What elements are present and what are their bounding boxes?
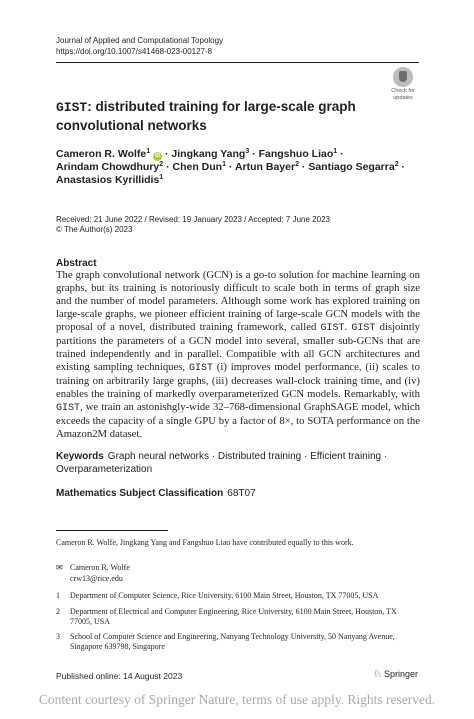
publisher-name: Springer	[383, 669, 418, 679]
abstract-body: The graph convolutional network (GCN) is a go-to solution for machine learning on graphs, but its training is notoriously difficult to scale both in terms of graph size and the number of model parameters. Although some work has explored training on large-scale graphs, we pioneer efficient training of large-scale GCN models with the proposal of a novel, distributed training framework, called GIST. GIST disjointly partitions the parameters of a GCN model into several, smaller sub-GCNs that are trained independently and in parallel. Compatible with all GCN architectures and existing sampling techniques, GIST (i) improves model performance, (ii) scales to training on arbitrarily large graphs, (iii) decreases wall-clock training time, and (iv) enables the training of markedly overparameterized GCN models. Remarkably, with GIST, we train an astonishgly-wide 32–768-dimensional GraphSAGE model, which exceeds the capacity of a single GPU by a factor of 8×, to SOTA performance on the Amazon2M dataset.	[56, 269, 420, 440]
footnote-divider	[56, 530, 168, 531]
author-name[interactable]: Arindam Chowdhury	[56, 161, 160, 173]
springer-logo	[373, 669, 418, 680]
affiliation-text: School of Computer Science and Engineering, Nanyang Technology University, 50 Nanyang Avenue, Singapore 639798, Singapore	[70, 632, 395, 651]
msc-value: 68T07	[227, 488, 256, 499]
history-dates: Received: 21 June 2022 / Revised: 19 January 2023 / Accepted: 7 June 2023	[56, 215, 330, 224]
author-name[interactable]: Anastasios Kyrillidis	[56, 174, 160, 186]
springer-horse-icon: ♘	[373, 669, 382, 680]
title-gist: GIST	[56, 100, 88, 115]
affiliation-text: Department of Electrical and Computer Engineering, Rice University, 6100 Main Street, Houston, TX 77005, USA	[70, 607, 397, 626]
orcid-icon[interactable]: iD	[155, 153, 161, 159]
affiliation-3	[56, 632, 419, 652]
gist-code: GIST	[188, 363, 213, 374]
gist-code: GIST	[320, 323, 345, 334]
gist-code: GIST	[56, 403, 81, 414]
journal-header	[56, 35, 223, 57]
author-name[interactable]: Cameron R. Wolfe	[56, 148, 147, 160]
author-list: Cameron R. Wolfe$^1$ iD · Jingkang Yang$^3$ · Fangshuo Liao$^1$ · Arindam Chowdhury$^2$ · Chen Dun$^1$ · Artun Bayer$^2$ · Santiago Segarra$^2$ · Anastasios Kyrillidis$^1$	[56, 148, 406, 186]
courtesy-notice: Content courtesy of Springer Nature, terms of use apply. Rights reserved.	[38, 692, 436, 707]
author-name[interactable]: Fangshuo Liao	[258, 148, 334, 160]
keywords-label: Keywords	[56, 451, 104, 462]
affiliation-1	[56, 591, 419, 601]
msc-label: Mathematics Subject Classification	[56, 488, 224, 499]
envelope-icon: ✉	[56, 563, 63, 572]
author-name[interactable]: Jingkang Yang	[171, 148, 246, 160]
affiliation-2	[56, 607, 419, 627]
affiliation-number: 3	[56, 632, 60, 641]
email-link[interactable]: crw13@rice.edu	[70, 574, 123, 583]
affiliation-text: Department of Computer Science, Rice University, 6100 Main Street, Houston, TX 77005, USA	[70, 591, 379, 600]
doi-link[interactable]: https://doi.org/10.1007/s41468-023-00127-8	[56, 47, 213, 56]
check-for-updates-button[interactable]	[387, 67, 419, 101]
corresponding-author: Cameron R. Wolfe	[70, 563, 130, 572]
author-name[interactable]: Chen Dun	[172, 161, 223, 173]
equal-contribution-note: Cameron R. Wolfe, Jingkang Yang and Fangshuo Liao have contributed equally to this work.	[56, 538, 354, 547]
header-divider	[56, 62, 419, 63]
msc-classification	[56, 488, 256, 499]
affiliation-number: 2	[56, 607, 60, 616]
correspondence	[56, 562, 130, 584]
copyright-line: © The Author(s) 2023	[56, 225, 133, 234]
keywords	[56, 450, 419, 476]
published-online: Published online: 14 August 2023	[56, 671, 183, 681]
keywords-text: Graph neural networks · Distributed training · Efficient training · Overparameterization	[56, 451, 388, 475]
check-updates-label-2: updates	[393, 95, 413, 101]
author-name[interactable]: Santiago Segarra	[308, 161, 395, 173]
abstract-heading: Abstract	[56, 258, 97, 269]
title-rest: : distributed training for large-scale graph convolutional networks	[56, 99, 356, 133]
article-dates	[56, 215, 330, 235]
check-updates-label-1: Check for	[391, 88, 415, 94]
affiliation-number: 1	[56, 591, 60, 600]
author-name[interactable]: Artun Bayer	[234, 161, 296, 173]
gist-code: GIST	[351, 323, 376, 334]
check-updates-icon	[393, 67, 413, 87]
journal-name: Journal of Applied and Computational Topology	[56, 36, 224, 45]
paper-title	[56, 98, 386, 135]
